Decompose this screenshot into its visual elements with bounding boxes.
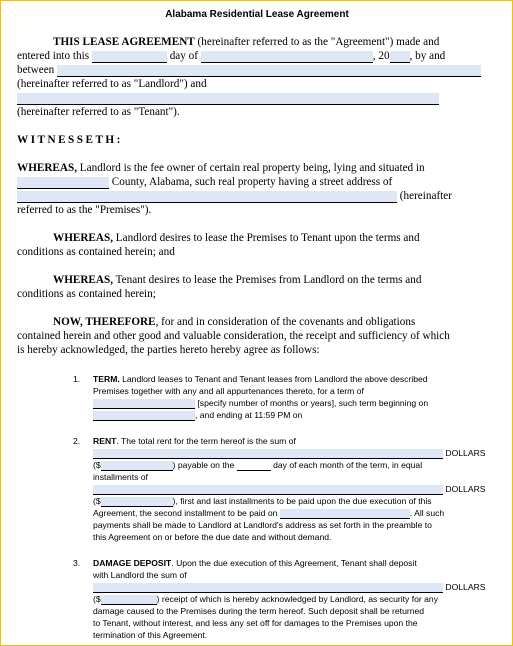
intro-paragraph: THIS LEASE AGREEMENT (hereinafter referred to as the "Agreement") made and entered into this day of , 20 , by and between (hereinafter referred to as "Landlord") and (hereinafter referred to as "Tenant"). [17,35,497,119]
installment-words-field[interactable] [93,485,443,495]
whereas-2: WHEREAS, Landlord desires to lease the Premises to Tenant upon the terms and conditions as contained herein; and [17,232,420,258]
deposit-clause: 3. DAMAGE DEPOSIT. Upon the due execution of this Agreement, Tenant shall deposit with Landlord the sum of DOLLARS ($ ) receipt of which is hereby acknowledged by Landlord, as security for any damage caused to the Premises during the term hereof. Such deposit shall be returned to Tenant, without interest, and less any set off for damages to the Premises upon the termination of this Agreement. [73,558,486,640]
whereas-1: WHEREAS, Landlord is the fee owner of certain real property being, lying and situated in County, Alabama, such real property having a street address of (hereinafter referred to as the "Premises"). [17,162,452,216]
date-day-field[interactable] [92,51,167,63]
second-installment-date-field[interactable] [280,509,410,519]
total-rent-words-field[interactable] [93,449,443,459]
now-therefore: NOW, THEREFORE, for and in consideration of the covenants and obligations contained herein and other good and valuable consideration, the receipt and sufficiency of which is hereby acknowledged, the parties hereto hereby agree as follows: [17,316,450,356]
whereas-3: WHEREAS, Tenant desires to lease the Premises from Landlord on the terms and conditions as contained herein; [17,274,422,300]
term-length-field[interactable] [93,399,195,409]
date-month-field[interactable] [201,51,373,63]
page-title: Alabama Residential Lease Agreement [165,9,349,20]
term-clause: 1. TERM. Landlord leases to Tenant and Tenant leases from Landlord the above described Premises together with any and all appurtenances thereto, for a term of [specify number of months or years], such term beginning on , and ending at 11:59 PM on [73,374,429,420]
deposit-words-field[interactable] [93,583,443,593]
county-field[interactable] [17,177,109,189]
intro-lead: THIS LEASE AGREEMENT [53,36,195,48]
term-start-field[interactable] [93,411,195,421]
street-address-field[interactable] [17,191,397,203]
total-rent-amount-field[interactable] [101,461,173,471]
date-year-field[interactable] [390,51,410,63]
installment-amount-field[interactable] [101,497,173,507]
rent-clause: 2. RENT. The total rent for the term hereof is the sum of DOLLARS ($ ) payable on the day of each month of the term, in equal installments of DOLLARS ($ ), first and last installments to be paid upon the due execution of this Agreement, the second installment to be paid on . All such payments shall be made to Landlord at Landlord's address as set forth in the preamble to this Agreement on or before the due date and without demand. [73,436,486,542]
landlord-name-field[interactable] [57,65,481,77]
deposit-amount-field[interactable] [101,595,157,605]
tenant-name-field[interactable] [17,93,439,105]
rent-due-day-field[interactable] [237,461,271,471]
document-page [17,9,497,641]
witnesseth-heading: WITNESSETH: [17,134,123,146]
